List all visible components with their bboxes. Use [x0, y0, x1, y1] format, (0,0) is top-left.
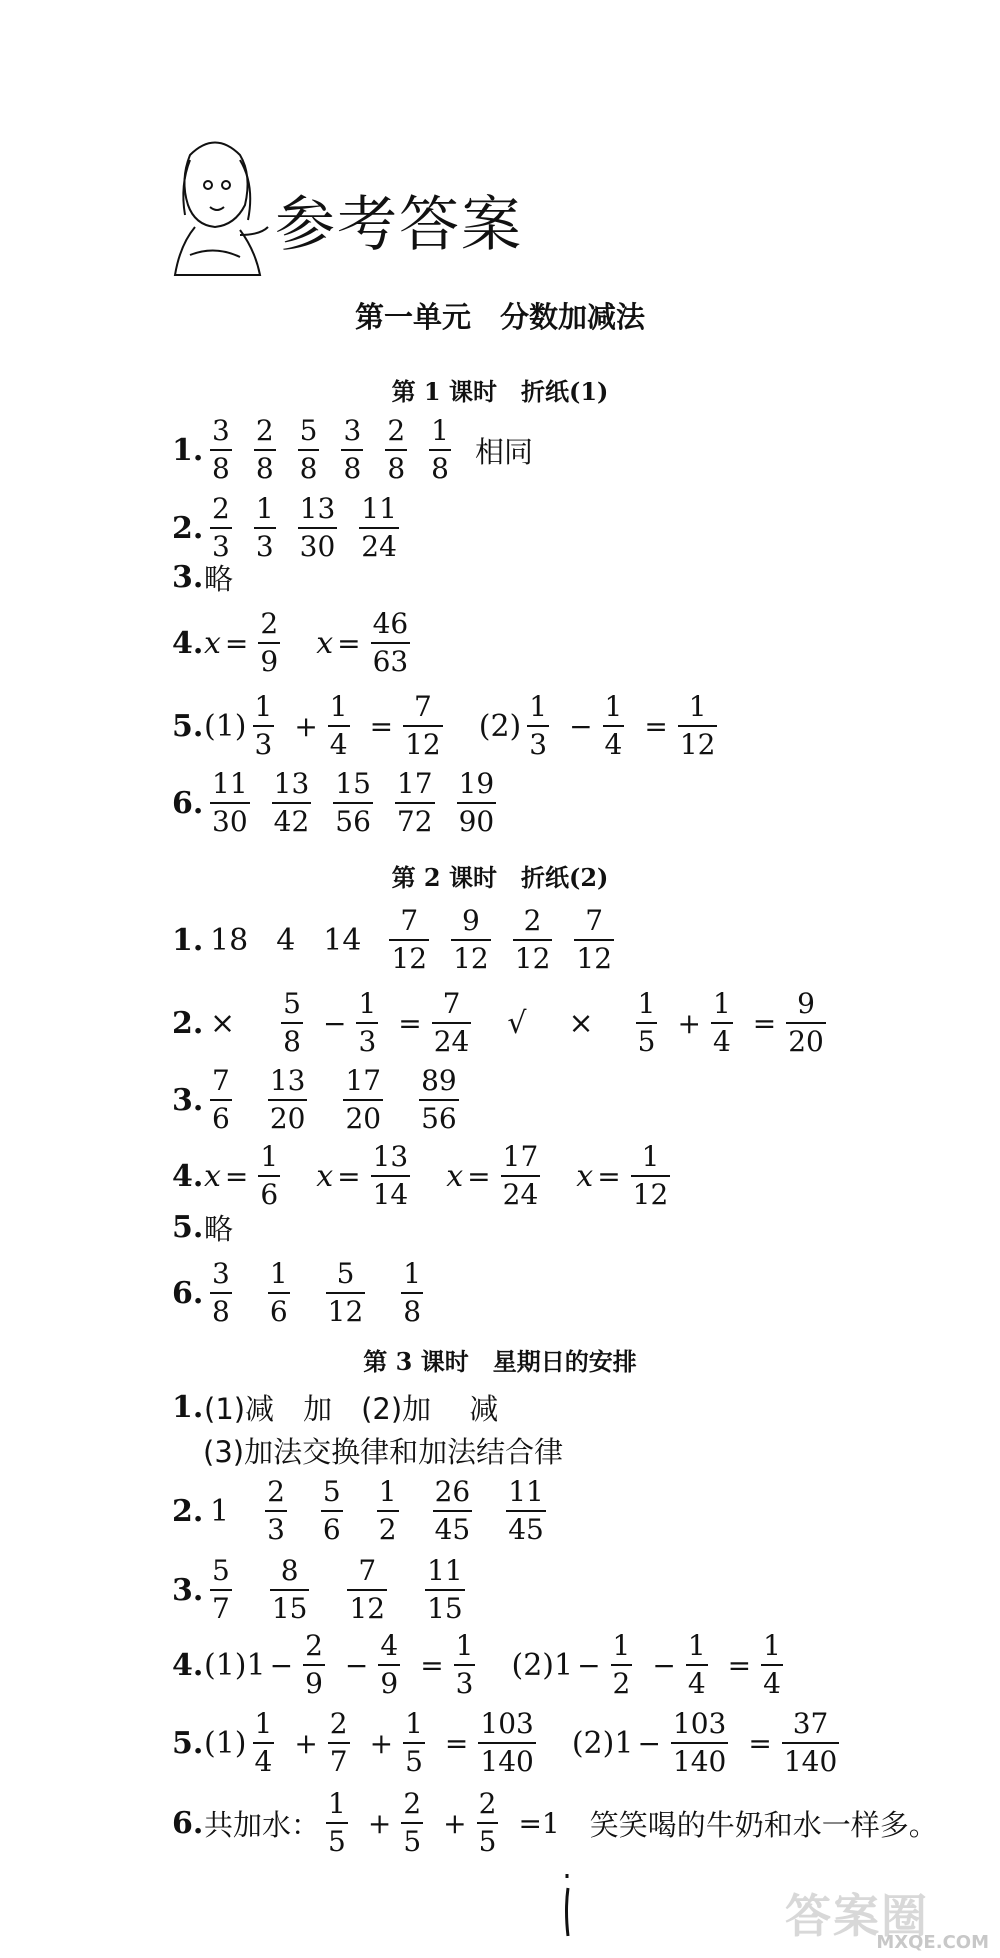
fraction: $\frac{7}{12}$ — [391, 904, 428, 975]
fraction: $\frac{2}{7}$ — [329, 1707, 348, 1778]
lesson3-q2 — [172, 1473, 562, 1549]
fraction: $\frac{1}{5}$ — [405, 1707, 423, 1778]
fraction: $\frac{37}{140}$ — [783, 1707, 838, 1778]
answer-value: 18 — [210, 922, 249, 958]
fraction: $\frac{13}{14}$ — [372, 1140, 409, 1211]
question-number: 2. — [172, 1005, 204, 1041]
fraction: $\frac{9}{12}$ — [453, 904, 489, 975]
fraction: $\frac{103}{140}$ — [672, 1707, 727, 1778]
wrong-mark: × — [568, 1005, 594, 1041]
answer-value: 1 — [210, 1493, 230, 1529]
part-label: (2)1 — [511, 1647, 574, 1683]
lesson3-q1 — [172, 1382, 506, 1432]
fraction: $\frac{7}{6}$ — [212, 1064, 230, 1135]
correct-mark: √ — [507, 1005, 527, 1041]
fraction: $\frac{1}{8}$ — [403, 1257, 422, 1328]
fraction: $\frac{1}{4}$ — [712, 987, 731, 1058]
lesson2-q3 — [172, 1062, 475, 1138]
question-number: 1. — [172, 1389, 204, 1425]
fraction: $\frac{1}{5}$ — [328, 1787, 346, 1858]
answer-text: 略 — [204, 1211, 234, 1246]
question-number: 4. — [172, 1647, 204, 1683]
fraction: $\frac{5}{8}$ — [283, 987, 301, 1058]
variable: x — [446, 1158, 464, 1194]
fraction: $\frac{1}{3}$ — [255, 492, 274, 563]
fraction: $\frac{1}{4}$ — [329, 690, 348, 761]
fraction: $\frac{1}{3}$ — [455, 1629, 474, 1700]
question-number: 5. — [172, 708, 204, 744]
fraction: $\frac{1}{4}$ — [254, 1707, 273, 1778]
watermark-url: MXQE.COM — [876, 1932, 989, 1953]
fraction: $\frac{103}{140}$ — [480, 1707, 534, 1778]
lesson1-q3 — [172, 552, 241, 602]
question-number: 5. — [172, 1209, 204, 1245]
question-number: 4. — [172, 625, 204, 661]
fraction: $\frac{1}{2}$ — [612, 1629, 631, 1700]
answer-text: (1)减 加 (2)加 减 — [204, 1391, 499, 1426]
fraction: $\frac{1}{2}$ — [378, 1475, 397, 1546]
variable: x — [204, 625, 221, 661]
page-number-mark — [560, 1870, 574, 1940]
part-label: (1) — [204, 1725, 247, 1761]
watermark-text: 答案圈 — [785, 1889, 929, 1943]
fraction: $\frac{2}{5}$ — [478, 1787, 497, 1858]
answer-value: 4 — [276, 922, 296, 958]
answer-lead: 共加水： — [204, 1807, 321, 1842]
fraction: $\frac{2}{8}$ — [387, 414, 406, 485]
lesson-1-title: 第 1 课时 折纸(1) — [391, 377, 609, 406]
lesson2-q4: 4. x = $\frac{1}{6}$ x = $\frac{13}{14}$ x = $\frac{17}{24}$ x = $\frac{1}{12}$ — [172, 1140, 669, 1211]
fraction: $\frac{7}{12}$ — [405, 690, 441, 761]
question-number: 3. — [172, 559, 204, 595]
fraction: $\frac{5}{7}$ — [212, 1554, 230, 1625]
fraction: $\frac{15}{56}$ — [335, 767, 371, 838]
fraction: $\frac{1}{4}$ — [604, 690, 623, 761]
part-label: (1)1 — [204, 1647, 266, 1683]
question-number: 6. — [172, 1275, 204, 1311]
fraction: $\frac{7}{12}$ — [349, 1554, 386, 1625]
fraction: $\frac{5}{8}$ — [299, 414, 318, 485]
watermark — [785, 1880, 995, 1958]
fraction: $\frac{7}{24}$ — [433, 987, 470, 1058]
question-number: 6. — [172, 785, 204, 821]
fraction: $\frac{2}{8}$ — [255, 414, 274, 485]
fraction: $\frac{2}{5}$ — [403, 1787, 422, 1858]
fraction: $\frac{1}{3}$ — [254, 690, 273, 761]
fraction: $\frac{5}{6}$ — [322, 1475, 341, 1546]
page-header — [160, 135, 660, 285]
question-number: 5. — [172, 1725, 204, 1761]
fraction: $\frac{1}{5}$ — [637, 987, 656, 1058]
fraction: $\frac{13}{20}$ — [269, 1064, 306, 1135]
lesson3-q4: 4. (1)1 − $\frac{2}{9}$ − $\frac{4}{9}$ = $\frac{1}{3}$ (2)1 − $\frac{1}{2}$ − $\frac{1}{4}$ = $\frac{1}{4}$ — [172, 1629, 781, 1700]
answer-text: 笑笑喝的牛奶和水一样多。 — [589, 1807, 938, 1842]
fraction: $\frac{9}{20}$ — [788, 987, 824, 1058]
fraction: $\frac{19}{90}$ — [458, 767, 495, 838]
part-label: (2)1 — [571, 1725, 634, 1761]
fraction: $\frac{11}{15}$ — [427, 1554, 463, 1625]
lesson3-q3 — [172, 1552, 481, 1628]
variable: x — [576, 1158, 594, 1194]
fraction: $\frac{3}{8}$ — [343, 414, 362, 485]
variable: x — [316, 625, 334, 661]
part-label: (2) — [478, 708, 522, 744]
fraction: $\frac{89}{56}$ — [421, 1064, 457, 1135]
unit-title: 第一单元 分数加减法 — [354, 300, 645, 334]
mascot-illustration — [160, 135, 270, 285]
lesson-2-title: 第 2 课时 折纸(2) — [391, 863, 609, 892]
fraction: $\frac{3}{8}$ — [212, 414, 230, 485]
fraction: $\frac{4}{9}$ — [380, 1629, 399, 1700]
question-number: 4. — [172, 1158, 204, 1194]
fraction: $\frac{26}{45}$ — [434, 1475, 471, 1546]
answer-value: 14 — [323, 922, 362, 958]
fraction: $\frac{2}{12}$ — [514, 904, 551, 975]
fraction: $\frac{11}{24}$ — [361, 492, 397, 563]
fraction: $\frac{7}{12}$ — [576, 904, 613, 975]
fraction: $\frac{1}{12}$ — [679, 690, 716, 761]
variable: x — [204, 1158, 221, 1194]
lesson2-q6 — [172, 1255, 439, 1331]
part-label: (1) — [204, 708, 247, 744]
fraction: $\frac{17}{20}$ — [345, 1064, 382, 1135]
fraction: $\frac{13}{30}$ — [299, 492, 336, 563]
lesson3-q1-line2: (3)加法交换律和加法结合律 — [203, 1435, 564, 1469]
question-number: 2. — [172, 510, 204, 546]
lesson3-q6: 6. 共加水： $\frac{1}{5}$ + $\frac{2}{5}$ + $\frac{2}{5}$ =1 笑笑喝的牛奶和水一样多。 — [172, 1787, 938, 1858]
fraction: $\frac{3}{8}$ — [212, 1257, 230, 1328]
question-number: 6. — [172, 1805, 204, 1841]
fraction: $\frac{2}{9}$ — [260, 607, 279, 678]
lesson3-q5: 5. (1) $\frac{1}{4}$ + $\frac{2}{7}$ + $\frac{1}{5}$ = $\frac{103}{140}$ (2)1 − $\frac{103}{140}$ = $\frac{37}{140}$ — [172, 1707, 838, 1778]
fraction: $\frac{46}{63}$ — [372, 607, 409, 678]
lesson2-q5 — [172, 1202, 241, 1252]
fraction: $\frac{1}{6}$ — [269, 1257, 288, 1328]
fraction: $\frac{5}{12}$ — [327, 1257, 364, 1328]
lesson1-q5: 5. (1) $\frac{1}{3}$ + $\frac{1}{4}$ = $\frac{7}{12}$ (2) $\frac{1}{3}$ − $\frac{1}{4}$ = $\frac{1}{12}$ — [172, 690, 716, 761]
fraction: $\frac{2}{3}$ — [267, 1475, 285, 1546]
fraction: $\frac{2}{9}$ — [305, 1629, 323, 1700]
fraction: $\frac{1}{3}$ — [358, 987, 377, 1058]
question-number: 3. — [172, 1082, 204, 1118]
lesson1-q6 — [172, 765, 512, 841]
lesson2-q2: 2. × $\frac{5}{8}$ − $\frac{1}{3}$ = $\frac{7}{24}$ √ × $\frac{1}{5}$ + $\frac{1}{4}$ = $\frac{9}{20}$ — [172, 987, 824, 1058]
fraction: $\frac{17}{72}$ — [396, 767, 433, 838]
fraction: $\frac{11}{30}$ — [212, 767, 248, 838]
lesson2-q1 — [172, 902, 630, 978]
lesson-3-title: 第 3 课时 星期日的安排 — [363, 1347, 637, 1376]
fraction: $\frac{1}{4}$ — [687, 1629, 706, 1700]
fraction: $\frac{1}{12}$ — [632, 1140, 669, 1211]
question-number: 2. — [172, 1493, 204, 1529]
fraction: $\frac{17}{24}$ — [502, 1140, 539, 1211]
fraction: $\frac{1}{8}$ — [431, 414, 449, 485]
fraction: $\frac{11}{45}$ — [508, 1475, 544, 1546]
question-number: 1. — [172, 922, 204, 958]
variable: x — [316, 1158, 334, 1194]
lesson1-q1 — [172, 412, 541, 488]
question-number: 1. — [172, 432, 204, 468]
fraction: $\frac{2}{3}$ — [212, 492, 230, 563]
fraction: $\frac{1}{6}$ — [260, 1140, 279, 1211]
fraction: $\frac{13}{42}$ — [273, 767, 310, 838]
fraction: $\frac{1}{4}$ — [763, 1629, 781, 1700]
answer-text: 略 — [204, 561, 234, 596]
question-number: 3. — [172, 1572, 204, 1608]
fraction: $\frac{1}{3}$ — [529, 690, 548, 761]
fraction: $\frac{8}{15}$ — [271, 1554, 308, 1625]
wrong-mark: × — [210, 1005, 236, 1041]
page-title: 参考答案 — [275, 190, 523, 260]
lesson1-q4: 4. x = $\frac{2}{9}$ x = $\frac{46}{63}$ — [172, 607, 409, 678]
answer-text: 相同 — [474, 434, 533, 469]
